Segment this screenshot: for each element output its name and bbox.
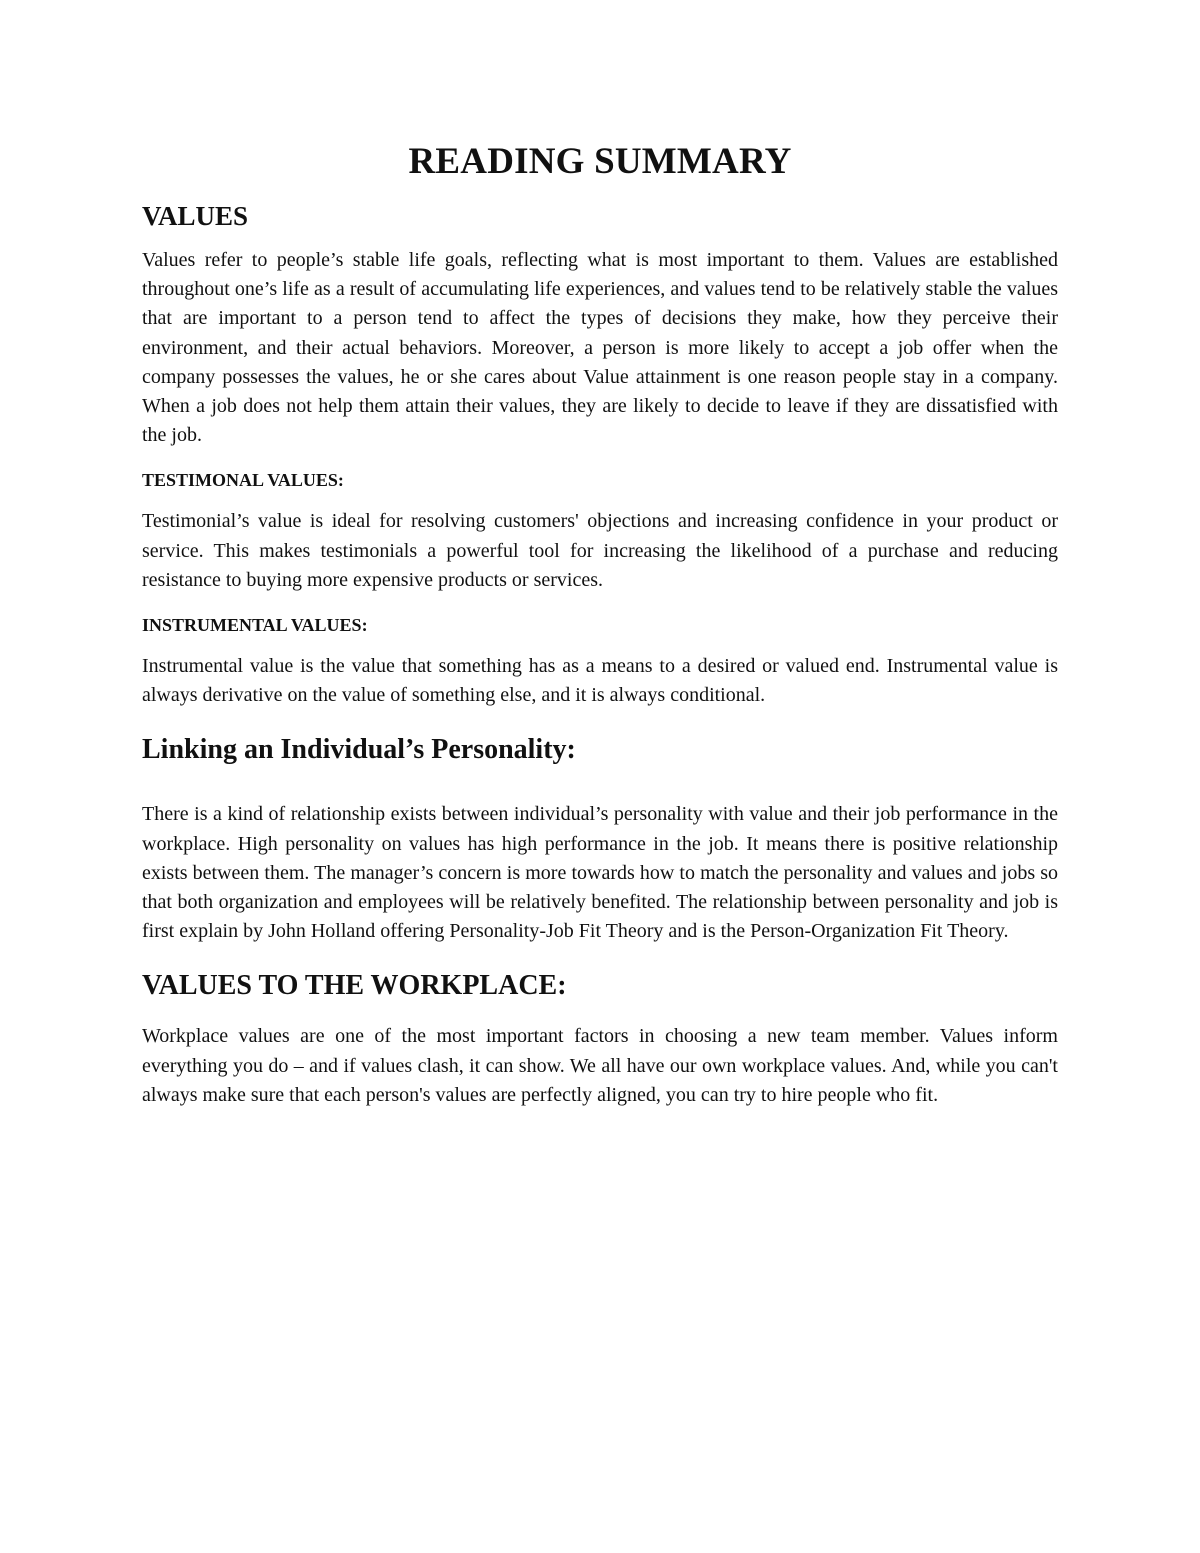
section-heading-values: VALUES xyxy=(142,201,249,231)
section-heading-linking: Linking an Individual’s Personality: xyxy=(142,734,576,766)
section-body-values: Values refer to people’s stable life goals, reflecting what is most important to them. Values are established throughout one’s life as a result of accumulating life experiences, and values tend to be relatively stable the values that are important to a person tend to affect the types of decisions they make, how they perceive their environment, and their actual behaviors. Moreover, a person is more likely to accept a job offer when the company possesses the values, he or she cares about Value attainment is one reason people stay in a company. When a job does not help them attain their values, they are likely to decide to leave if they are dissatisfied with the job. xyxy=(142,249,1058,447)
section-body-testimonal: Testimonial’s value is ideal for resolving customers' objections and increasing confidence in your product or service. This makes testimonials a powerful tool for increasing the likelihood of a purchase and reducing resistance to buying more expensive products or services. xyxy=(142,510,1058,591)
section-body-workplace: Workplace values are one of the most important factors in choosing a new team member. Values inform everything you do – and if values clash, it can show. We all have our own workplace values. And, while you can't always make sure that each person's values are perfectly aligned, you can try to hire people who fit. xyxy=(142,1025,1058,1106)
section-heading-instrumental: INSTRUMENTAL VALUES: xyxy=(142,615,368,636)
document-page xyxy=(142,140,1058,1110)
section-heading-workplace: VALUES TO THE WORKPLACE: xyxy=(142,970,567,1002)
section-body-linking: There is a kind of relationship exists between individual’s personality with value and their job performance in the workplace. High personality on values has high performance in the job. It means there is positive relationship exists between them. The manager’s concern is more towards how to match the personality and values and jobs so that both organization and employees will be relatively benefited. The relationship between personality and job is first explain by John Holland offering Personality-Job Fit Theory and is the Person-Organization Fit Theory. xyxy=(142,803,1058,943)
document-title: READING SUMMARY xyxy=(408,141,792,182)
section-heading-testimonal: TESTIMONAL VALUES: xyxy=(142,470,344,491)
section-body-instrumental: Instrumental value is the value that something has as a means to a desired or valued end. Instrumental value is always derivative on the value of something else, and it is always conditional. xyxy=(142,655,1058,707)
